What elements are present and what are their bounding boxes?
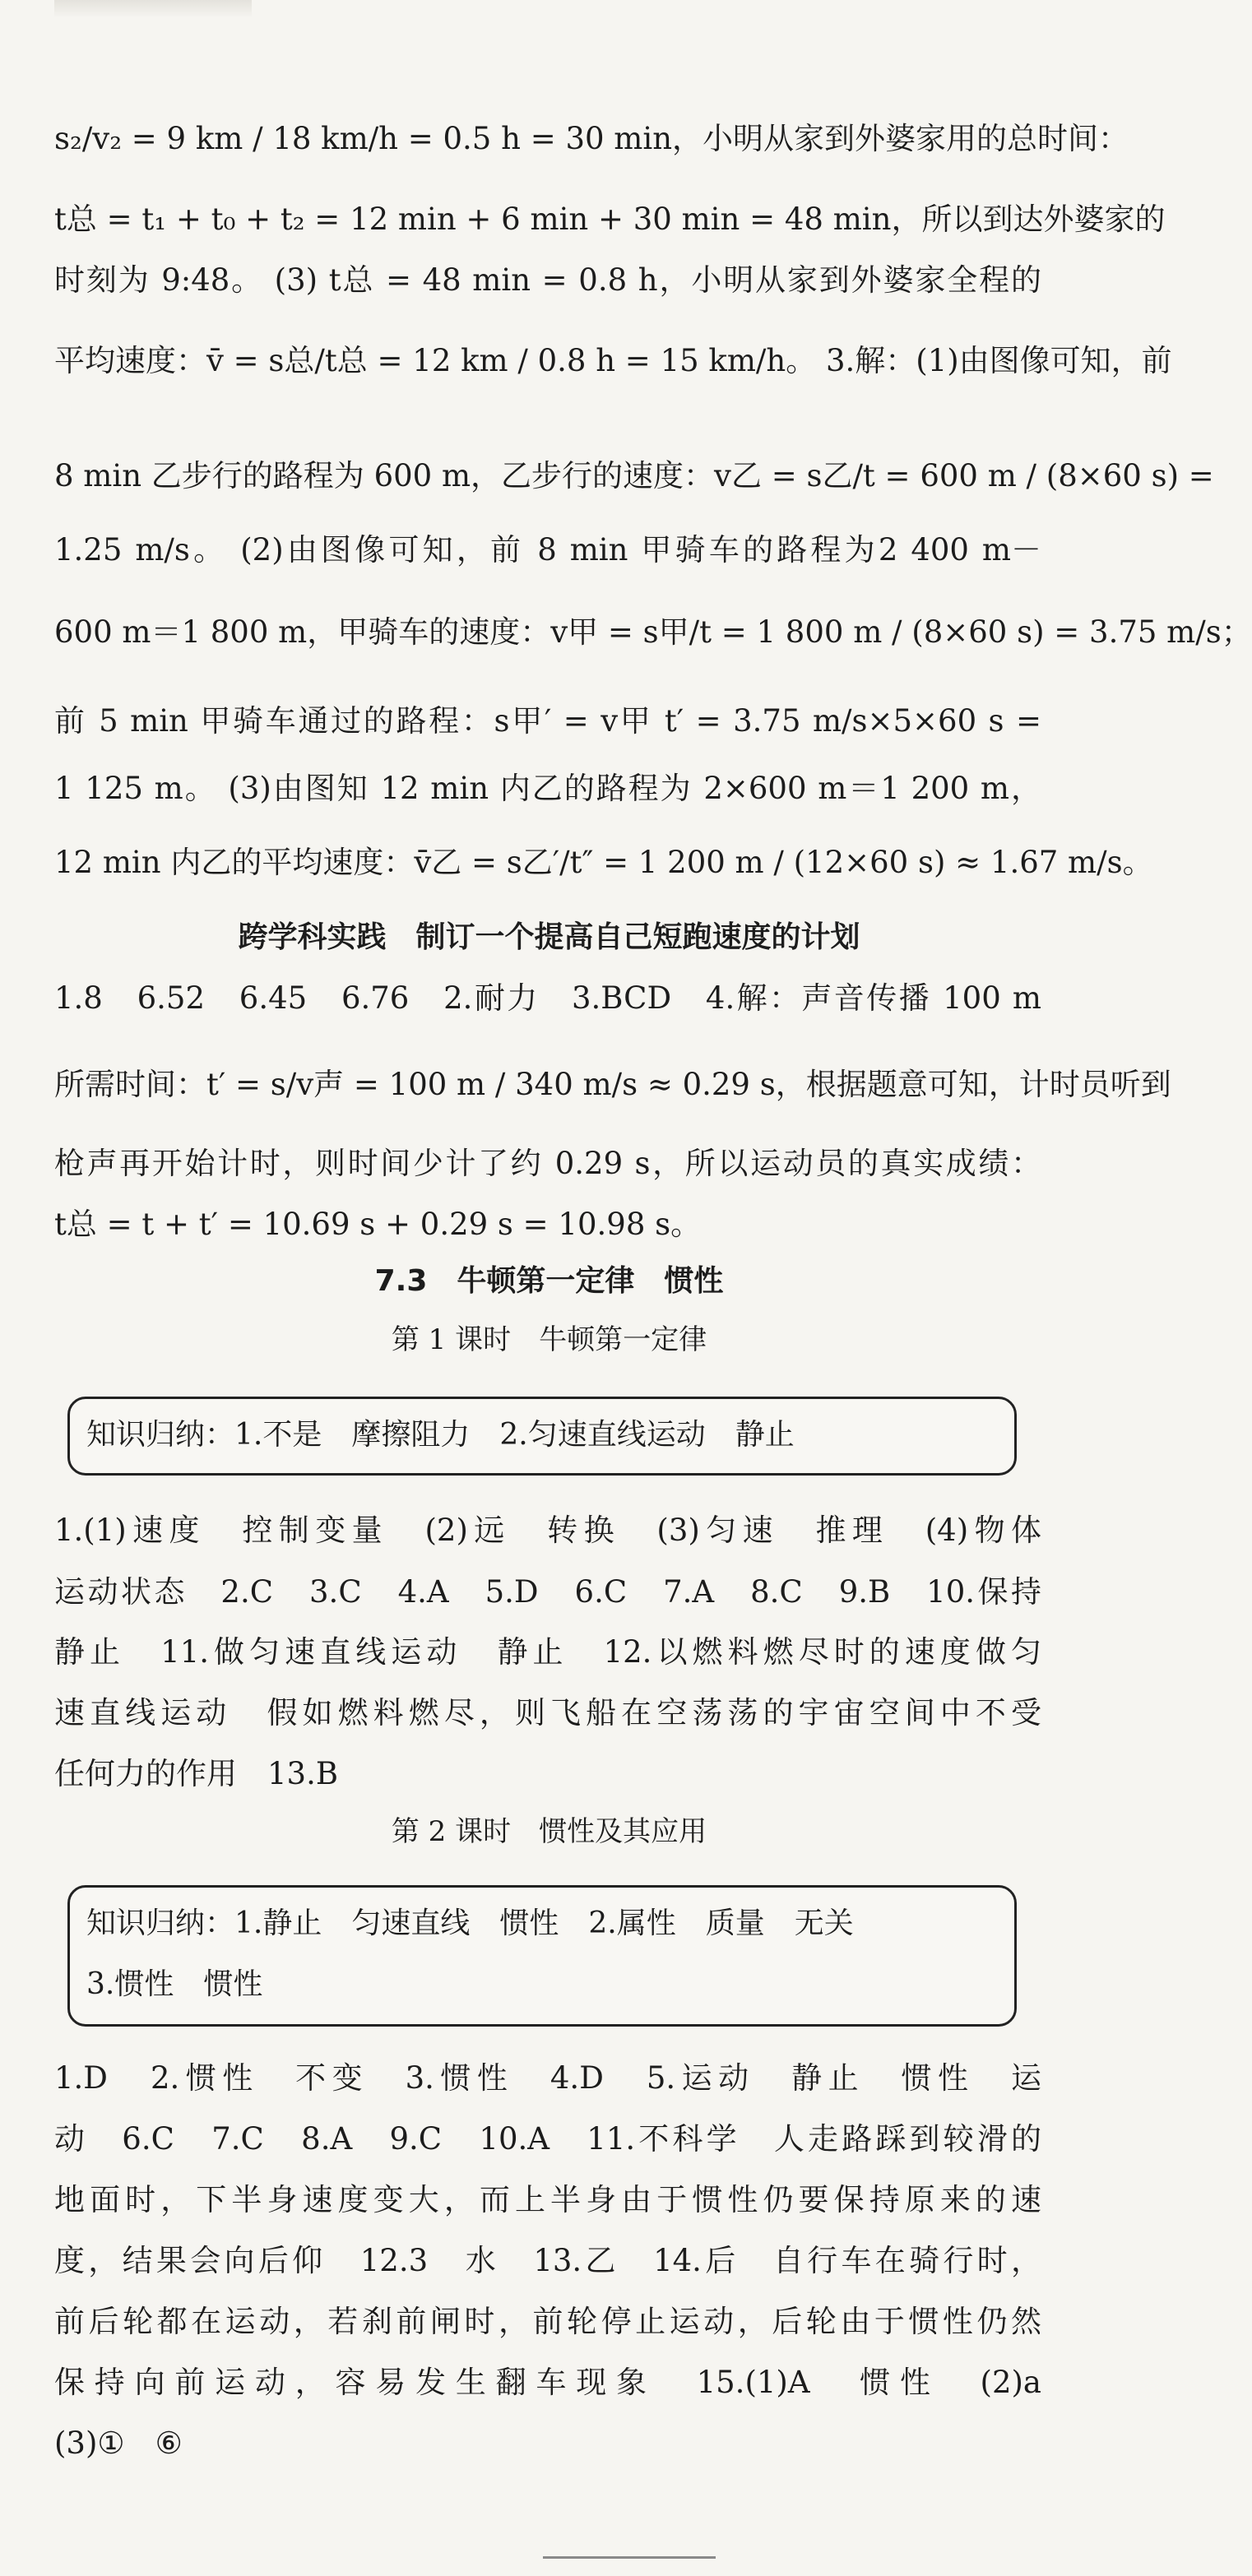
text-line: 1.8 6.52 6.45 6.76 2.耐力 3.BCD 4.解：声音传播 100 m [54, 980, 1041, 1016]
text-line: s₂/v₂ = 9 km / 18 km/h = 0.5 h = 30 min，小明从家到外婆家用的总时间： [54, 121, 1129, 156]
text-line: 速直线运动 假如燃料燃尽，则飞船在空荡荡的宇宙空间中不受 [54, 1695, 1041, 1730]
section-title: 跨学科实践 制订一个提高自己短跑速度的计划 [238, 920, 860, 954]
text-line: t总 = t₁ + t₀ + t₂ = 12 min + 6 min + 30 min = 48 min，所以到达外婆家的 [54, 202, 1166, 237]
summary-text: 3.惯性 惯性 [86, 1967, 263, 2001]
text-line: 前 5 min 甲骑车通过的路程：s甲′ = v甲 t′ = 3.75 m/s×5×60 s = [54, 703, 1041, 739]
text-line: 运动状态 2.C 3.C 4.A 5.D 6.C 7.A 8.C 9.B 10.保持 [54, 1574, 1041, 1610]
text-line: 度，结果会向后仰 12.3 水 13.乙 14.后 自行车在骑行时， [54, 2243, 1041, 2278]
text-line: 动 6.C 7.C 8.A 9.C 10.A 11.不科学 人走路踩到较滑的 [54, 2121, 1041, 2157]
summary-text: 知识归纳：1.不是 摩擦阻力 2.匀速直线运动 静止 [86, 1418, 795, 1452]
text-line: 8 min 乙步行的路程为 600 m，乙步行的速度：v乙 = s乙/t = 600 m / (8×60 s) = [54, 458, 1214, 493]
text-line: 1 125 m。 (3)由图知 12 min 内乙的路程为 2×600 m＝1 200 m， [54, 771, 1041, 806]
text-line: t总 = t + t′ = 10.69 s + 0.29 s = 10.98 s。 [54, 1207, 702, 1242]
text-line: 地面时，下半身速度变大，而上半身由于惯性仍要保持原来的速 [54, 2182, 1041, 2217]
scan-smudge [54, 0, 252, 18]
text-line: 保持向前运动，容易发生翻车现象 15.(1)A 惯性 (2)a [54, 2365, 1041, 2400]
text-line: 600 m＝1 800 m，甲骑车的速度：v甲 = s甲/t = 1 800 m / (8×60 s) = 3.75 m/s； [54, 614, 1252, 650]
text-line: 时刻为 9:48。 (3) t总 = 48 min = 0.8 h，小明从家到外婆家全程的 [54, 262, 1041, 298]
knowledge-summary-box [67, 1397, 1017, 1476]
text-line: 任何力的作用 13.B [54, 1756, 339, 1791]
page-divider [543, 2556, 716, 2559]
text-line: 枪声再开始计时，则时间少计了约 0.29 s，所以运动员的真实成绩： [54, 1146, 1041, 1181]
text-line: (3)① ⑥ [54, 2425, 183, 2461]
summary-text: 知识归纳：1.静止 匀速直线 惯性 2.属性 质量 无关 [86, 1907, 854, 1940]
text-line: 1.(1)速度 控制变量 (2)远 转换 (3)匀速 推理 (4)物体 [54, 1513, 1041, 1548]
lesson-title: 第 1 课时 牛顿第一定律 [391, 1323, 707, 1356]
lesson-title: 第 2 课时 惯性及其应用 [391, 1815, 707, 1848]
text-line: 1.D 2.惯性 不变 3.惯性 4.D 5.运动 静止 惯性 运 [54, 2060, 1041, 2096]
knowledge-summary-box [67, 1885, 1017, 2027]
text-line: 静止 11.做匀速直线运动 静止 12.以燃料燃尽时的速度做匀 [54, 1634, 1041, 1670]
text-line: 所需时间：t′ = s/v声 = 100 m / 340 m/s ≈ 0.29 s，根据题意可知，计时员听到 [54, 1067, 1171, 1102]
text-line: 平均速度：v̄ = s总/t总 = 12 km / 0.8 h = 15 km/h。 3.解：(1)由图像可知，前 [54, 343, 1172, 378]
text-line: 前后轮都在运动，若刹前闸时，前轮停止运动，后轮由于惯性仍然 [54, 2304, 1041, 2339]
text-line: 12 min 内乙的平均速度：v̄乙 = s乙′/t″ = 1 200 m / (12×60 s) ≈ 1.67 m/s。 [54, 845, 1153, 880]
text-line: 1.25 m/s。 (2)由图像可知，前 8 min 甲骑车的路程为2 400 m－ [54, 532, 1041, 568]
section-title: 7.3 牛顿第一定律 惯性 [374, 1264, 724, 1298]
